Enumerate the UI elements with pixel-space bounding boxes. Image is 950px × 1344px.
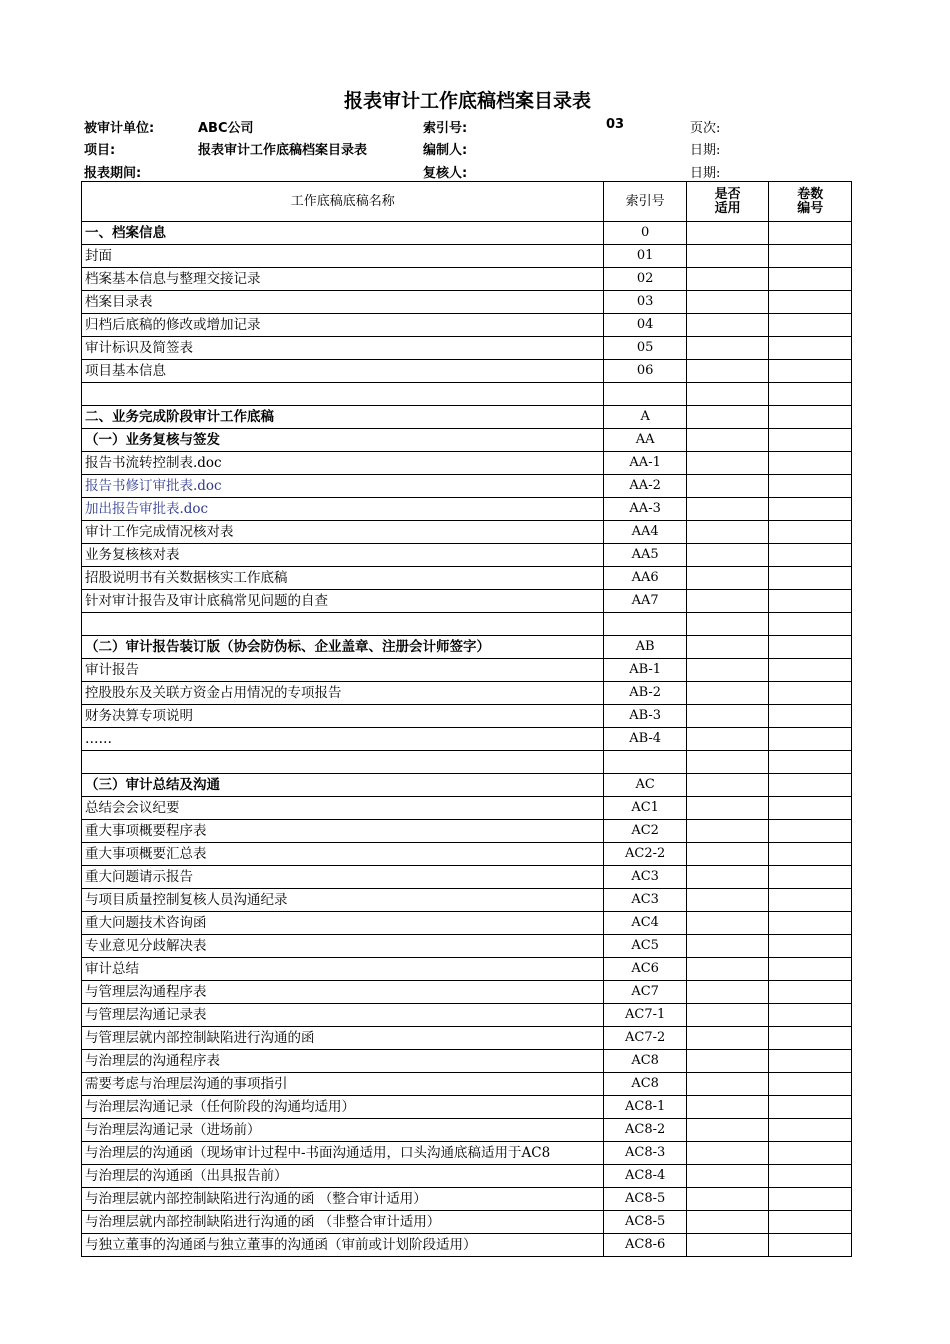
row-name-cell: 与管理层沟通记录表 xyxy=(82,1004,604,1027)
row-volume-cell[interactable] xyxy=(769,1188,852,1211)
row-applicable-cell[interactable] xyxy=(686,314,769,337)
table-row xyxy=(82,360,852,383)
table-row xyxy=(82,889,852,912)
row-volume-cell[interactable] xyxy=(769,360,852,383)
table-row xyxy=(82,1027,852,1050)
row-volume-cell[interactable] xyxy=(769,1234,852,1257)
preparer-label: 编制人: xyxy=(423,143,468,158)
table-row xyxy=(82,981,852,1004)
row-index-cell: 04 xyxy=(604,314,687,337)
row-applicable-cell[interactable] xyxy=(686,1211,769,1234)
table-row xyxy=(82,866,852,889)
row-index-cell: AA-1 xyxy=(604,452,687,475)
row-name-cell[interactable]: 报告书修订审批表.doc xyxy=(82,475,604,498)
table-row xyxy=(82,1004,852,1027)
row-applicable-cell[interactable] xyxy=(686,567,769,590)
row-name-cell: 需要考虑与治理层沟通的事项指引 xyxy=(82,1073,604,1096)
row-index-cell: AB-3 xyxy=(604,705,687,728)
row-index-cell: AB xyxy=(604,636,687,659)
row-index-cell xyxy=(604,751,687,774)
row-applicable-cell[interactable] xyxy=(686,774,769,797)
row-applicable-cell[interactable] xyxy=(686,590,769,613)
catalog-table xyxy=(81,181,852,1257)
row-name-cell: 重大事项概要汇总表 xyxy=(82,843,604,866)
row-index-cell: AA5 xyxy=(604,544,687,567)
row-index-cell: AC6 xyxy=(604,958,687,981)
table-row xyxy=(82,1050,852,1073)
table-row xyxy=(82,245,852,268)
row-applicable-cell[interactable] xyxy=(686,291,769,314)
row-applicable-cell[interactable] xyxy=(686,268,769,291)
row-name-cell: 报告书流转控制表.doc xyxy=(82,452,604,475)
row-index-cell: AA7 xyxy=(604,590,687,613)
row-applicable-cell[interactable] xyxy=(686,521,769,544)
table-row xyxy=(82,705,852,728)
row-volume-cell[interactable] xyxy=(769,1211,852,1234)
row-volume-cell[interactable] xyxy=(769,268,852,291)
row-volume-cell[interactable] xyxy=(769,958,852,981)
table-row xyxy=(82,429,852,452)
row-applicable-cell[interactable] xyxy=(686,337,769,360)
row-index-cell: 03 xyxy=(604,291,687,314)
row-applicable-cell[interactable] xyxy=(686,1096,769,1119)
header-name: 工作底稿底稿名称 xyxy=(82,182,604,222)
table-row xyxy=(82,498,852,521)
table-row xyxy=(82,291,852,314)
row-name-cell: 控股股东及关联方资金占用情况的专项报告 xyxy=(82,682,604,705)
header-index: 索引号 xyxy=(604,182,687,222)
table-row xyxy=(82,1073,852,1096)
row-name-cell xyxy=(82,751,604,774)
row-applicable-cell[interactable] xyxy=(686,728,769,751)
row-index-cell: AC2 xyxy=(604,820,687,843)
row-index-cell: AC8-4 xyxy=(604,1165,687,1188)
row-index-cell: AC7-2 xyxy=(604,1027,687,1050)
row-name-cell: 归档后底稿的修改或增加记录 xyxy=(82,314,604,337)
row-volume-cell[interactable] xyxy=(769,981,852,1004)
table-body xyxy=(82,222,852,1257)
row-index-cell: AC1 xyxy=(604,797,687,820)
row-applicable-cell[interactable] xyxy=(686,222,769,245)
row-name-cell: 与独立董事的沟通函与独立董事的沟通函（审前或计划阶段适用） xyxy=(82,1234,604,1257)
unit-value: ABC公司 xyxy=(198,121,254,136)
row-volume-cell[interactable] xyxy=(769,222,852,245)
row-volume-cell[interactable] xyxy=(769,1004,852,1027)
row-applicable-cell[interactable] xyxy=(686,613,769,636)
row-volume-cell[interactable] xyxy=(769,1073,852,1096)
row-index-cell: AA xyxy=(604,429,687,452)
row-name-cell: 与治理层就内部控制缺陷进行沟通的函 （非整合审计适用） xyxy=(82,1211,604,1234)
table-row xyxy=(82,383,852,406)
row-applicable-cell[interactable] xyxy=(686,245,769,268)
table-row xyxy=(82,1096,852,1119)
row-volume-cell[interactable] xyxy=(769,1119,852,1142)
row-name-cell: …… xyxy=(82,728,604,751)
row-applicable-cell[interactable] xyxy=(686,843,769,866)
row-volume-cell[interactable] xyxy=(769,590,852,613)
row-volume-cell[interactable] xyxy=(769,1096,852,1119)
row-volume-cell[interactable] xyxy=(769,774,852,797)
table-row xyxy=(82,820,852,843)
row-name-cell: （一）业务复核与签发 xyxy=(82,429,604,452)
row-applicable-cell[interactable] xyxy=(686,981,769,1004)
row-index-cell: AC3 xyxy=(604,889,687,912)
row-name-cell: 与治理层的沟通函（出具报告前） xyxy=(82,1165,604,1188)
row-name-cell: 封面 xyxy=(82,245,604,268)
row-applicable-cell[interactable] xyxy=(686,1119,769,1142)
table-row xyxy=(82,1188,852,1211)
row-applicable-cell[interactable] xyxy=(686,360,769,383)
row-index-cell: 01 xyxy=(604,245,687,268)
table-row xyxy=(82,843,852,866)
table-row xyxy=(82,406,852,429)
row-name-cell: 招股说明书有关数据核实工作底稿 xyxy=(82,567,604,590)
row-name-cell: 财务决算专项说明 xyxy=(82,705,604,728)
row-applicable-cell[interactable] xyxy=(686,958,769,981)
row-index-cell: 02 xyxy=(604,268,687,291)
table-row xyxy=(82,774,852,797)
row-index-cell: AC8-3 xyxy=(604,1142,687,1165)
table-row xyxy=(82,636,852,659)
row-volume-cell[interactable] xyxy=(769,843,852,866)
row-index-cell: A xyxy=(604,406,687,429)
table-row xyxy=(82,475,852,498)
row-applicable-cell[interactable] xyxy=(686,705,769,728)
row-volume-cell[interactable] xyxy=(769,751,852,774)
row-name-cell: （二）审计报告装订版（协会防伪标、企业盖章、注册会计师签字） xyxy=(82,636,604,659)
row-index-cell: AA4 xyxy=(604,521,687,544)
reviewer-label: 复核人: xyxy=(423,166,468,181)
row-applicable-cell[interactable] xyxy=(686,1050,769,1073)
row-index-cell: AB-2 xyxy=(604,682,687,705)
header-volume-line2: 编号 xyxy=(797,200,824,216)
row-applicable-cell[interactable] xyxy=(686,866,769,889)
row-applicable-cell[interactable] xyxy=(686,1188,769,1211)
row-applicable-cell[interactable] xyxy=(686,1073,769,1096)
table-row xyxy=(82,590,852,613)
row-index-cell xyxy=(604,613,687,636)
row-index-cell xyxy=(604,383,687,406)
row-applicable-cell[interactable] xyxy=(686,383,769,406)
row-index-cell: AC8 xyxy=(604,1073,687,1096)
row-name-cell: 档案目录表 xyxy=(82,291,604,314)
row-name-cell: 与项目质量控制复核人员沟通纪录 xyxy=(82,889,604,912)
row-index-cell: AC3 xyxy=(604,866,687,889)
row-name-cell: 二、业务完成阶段审计工作底稿 xyxy=(82,406,604,429)
row-applicable-cell[interactable] xyxy=(686,1142,769,1165)
row-index-cell: AB-4 xyxy=(604,728,687,751)
index-label: 索引号: xyxy=(423,121,468,136)
row-volume-cell[interactable] xyxy=(769,291,852,314)
row-name-cell: 与治理层沟通记录（进场前） xyxy=(82,1119,604,1142)
table-row xyxy=(82,452,852,475)
row-name-cell: 与治理层就内部控制缺陷进行沟通的函 （整合审计适用） xyxy=(82,1188,604,1211)
row-name-cell: （三）审计总结及沟通 xyxy=(82,774,604,797)
row-name-cell: 业务复核核对表 xyxy=(82,544,604,567)
row-volume-cell[interactable] xyxy=(769,797,852,820)
row-volume-cell[interactable] xyxy=(769,452,852,475)
row-volume-cell[interactable] xyxy=(769,935,852,958)
row-volume-cell[interactable] xyxy=(769,659,852,682)
row-applicable-cell[interactable] xyxy=(686,682,769,705)
table-row xyxy=(82,268,852,291)
row-volume-cell[interactable] xyxy=(769,866,852,889)
row-name-cell: 与治理层沟通记录（任何阶段的沟通均适用） xyxy=(82,1096,604,1119)
page-title: 报表审计工作底稿档案目录表 xyxy=(343,90,591,112)
table-row xyxy=(82,337,852,360)
table-row xyxy=(82,682,852,705)
row-applicable-cell[interactable] xyxy=(686,498,769,521)
row-volume-cell[interactable] xyxy=(769,475,852,498)
header-applicable-line2: 适用 xyxy=(714,200,741,216)
table-row xyxy=(82,659,852,682)
row-index-cell: AC2-2 xyxy=(604,843,687,866)
row-name-cell xyxy=(82,383,604,406)
row-applicable-cell[interactable] xyxy=(686,912,769,935)
row-name-cell: 档案基本信息与整理交接记录 xyxy=(82,268,604,291)
row-applicable-cell[interactable] xyxy=(686,889,769,912)
table-row xyxy=(82,1211,852,1234)
header-volume-line1: 卷数 xyxy=(797,186,824,202)
row-applicable-cell[interactable] xyxy=(686,659,769,682)
header-applicable xyxy=(686,182,769,222)
table-row xyxy=(82,567,852,590)
row-index-cell: AC8-5 xyxy=(604,1188,687,1211)
project-value: 报表审计工作底稿档案目录表 xyxy=(198,143,368,158)
row-name-cell: 重大问题技术咨询函 xyxy=(82,912,604,935)
row-volume-cell[interactable] xyxy=(769,337,852,360)
row-index-cell: AC8-6 xyxy=(604,1234,687,1257)
table-row xyxy=(82,958,852,981)
row-volume-cell[interactable] xyxy=(769,429,852,452)
row-volume-cell[interactable] xyxy=(769,1165,852,1188)
row-name-cell: 审计总结 xyxy=(82,958,604,981)
unit-label: 被审计单位: xyxy=(84,121,155,136)
row-applicable-cell[interactable] xyxy=(686,475,769,498)
row-name-cell: 总结会会议纪要 xyxy=(82,797,604,820)
row-volume-cell[interactable] xyxy=(769,636,852,659)
row-applicable-cell[interactable] xyxy=(686,429,769,452)
table-row xyxy=(82,1142,852,1165)
row-volume-cell[interactable] xyxy=(769,728,852,751)
row-name-cell: 重大问题请示报告 xyxy=(82,866,604,889)
row-name-cell: 重大事项概要程序表 xyxy=(82,820,604,843)
header-applicable-line1: 是否 xyxy=(714,186,741,202)
row-volume-cell[interactable] xyxy=(769,613,852,636)
table-row xyxy=(82,1119,852,1142)
row-name-cell: 与管理层沟通程序表 xyxy=(82,981,604,1004)
row-index-cell: AC4 xyxy=(604,912,687,935)
row-applicable-cell[interactable] xyxy=(686,820,769,843)
row-volume-cell[interactable] xyxy=(769,567,852,590)
row-applicable-cell[interactable] xyxy=(686,636,769,659)
row-volume-cell[interactable] xyxy=(769,682,852,705)
table-row xyxy=(82,613,852,636)
row-applicable-cell[interactable] xyxy=(686,1165,769,1188)
table-row xyxy=(82,1234,852,1257)
row-volume-cell[interactable] xyxy=(769,521,852,544)
row-index-cell: 05 xyxy=(604,337,687,360)
row-applicable-cell[interactable] xyxy=(686,1027,769,1050)
row-volume-cell[interactable] xyxy=(769,1142,852,1165)
page-label: 页次: xyxy=(690,121,721,136)
row-applicable-cell[interactable] xyxy=(686,935,769,958)
row-applicable-cell[interactable] xyxy=(686,797,769,820)
row-volume-cell[interactable] xyxy=(769,889,852,912)
row-applicable-cell[interactable] xyxy=(686,452,769,475)
table-header-row xyxy=(82,182,852,222)
row-index-cell: AC8-1 xyxy=(604,1096,687,1119)
row-index-cell: AC8-5 xyxy=(604,1211,687,1234)
row-index-cell: AA6 xyxy=(604,567,687,590)
table-row xyxy=(82,1165,852,1188)
date2-label: 日期: xyxy=(690,166,721,181)
row-volume-cell[interactable] xyxy=(769,820,852,843)
header-volume xyxy=(769,182,852,222)
table-row xyxy=(82,912,852,935)
row-name-cell: 一、档案信息 xyxy=(82,222,604,245)
row-applicable-cell[interactable] xyxy=(686,1234,769,1257)
row-volume-cell[interactable] xyxy=(769,498,852,521)
row-name-cell: 审计工作完成情况核对表 xyxy=(82,521,604,544)
project-label: 项目: xyxy=(84,143,116,158)
row-index-cell: AA-3 xyxy=(604,498,687,521)
table-row xyxy=(82,314,852,337)
table-row xyxy=(82,751,852,774)
row-index-cell: 06 xyxy=(604,360,687,383)
row-index-cell: AC xyxy=(604,774,687,797)
table-row xyxy=(82,797,852,820)
table-row xyxy=(82,222,852,245)
row-index-cell: AC7 xyxy=(604,981,687,1004)
row-name-cell[interactable]: 加出报告审批表.doc xyxy=(82,498,604,521)
row-name-cell: 针对审计报告及审计底稿常见问题的自查 xyxy=(82,590,604,613)
row-index-cell: AC7-1 xyxy=(604,1004,687,1027)
row-name-cell: 审计标识及简签表 xyxy=(82,337,604,360)
row-volume-cell[interactable] xyxy=(769,544,852,567)
row-volume-cell[interactable] xyxy=(769,245,852,268)
row-applicable-cell[interactable] xyxy=(686,544,769,567)
row-index-cell: AA-2 xyxy=(604,475,687,498)
row-name-cell: 与治理层的沟通程序表 xyxy=(82,1050,604,1073)
row-applicable-cell[interactable] xyxy=(686,751,769,774)
row-name-cell: 与管理层就内部控制缺陷进行沟通的函 xyxy=(82,1027,604,1050)
row-name-cell: 项目基本信息 xyxy=(82,360,604,383)
row-name-cell: 审计报告 xyxy=(82,659,604,682)
row-index-cell: AB-1 xyxy=(604,659,687,682)
row-index-cell: AC8-2 xyxy=(604,1119,687,1142)
row-volume-cell[interactable] xyxy=(769,314,852,337)
row-volume-cell[interactable] xyxy=(769,705,852,728)
row-index-cell: 0 xyxy=(604,222,687,245)
row-name-cell: 与治理层的沟通函（现场审计过程中-书面沟通适用，口头沟通底稿适用于AC8 xyxy=(82,1142,604,1165)
table-row xyxy=(82,935,852,958)
period-label: 报表期间: xyxy=(84,166,142,181)
row-volume-cell[interactable] xyxy=(769,1027,852,1050)
row-name-cell xyxy=(82,613,604,636)
row-index-cell: AC8 xyxy=(604,1050,687,1073)
row-volume-cell[interactable] xyxy=(769,912,852,935)
row-volume-cell[interactable] xyxy=(769,406,852,429)
table-row xyxy=(82,544,852,567)
row-applicable-cell[interactable] xyxy=(686,406,769,429)
row-volume-cell[interactable] xyxy=(769,1050,852,1073)
date1-label: 日期: xyxy=(690,143,721,158)
row-volume-cell[interactable] xyxy=(769,383,852,406)
table-row xyxy=(82,728,852,751)
row-name-cell: 专业意见分歧解决表 xyxy=(82,935,604,958)
table-row xyxy=(82,521,852,544)
index-value: 03 xyxy=(606,117,625,132)
row-applicable-cell[interactable] xyxy=(686,1004,769,1027)
row-index-cell: AC5 xyxy=(604,935,687,958)
